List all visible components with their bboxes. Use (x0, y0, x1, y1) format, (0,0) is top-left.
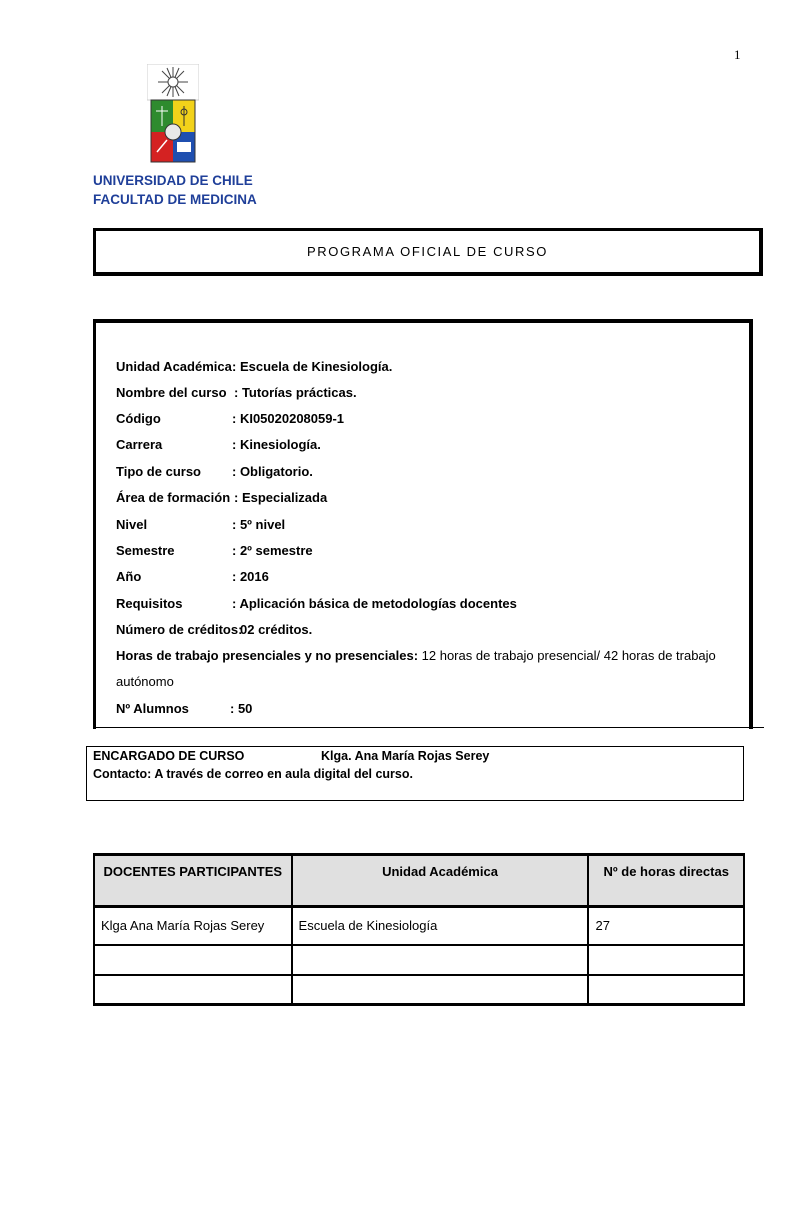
encargado-name: Klga. Ana María Rojas Serey (321, 749, 490, 763)
info-label: Nº Alumnos (116, 701, 189, 716)
course-info-box (93, 319, 753, 729)
cell-docente: Klga Ana María Rojas Serey (94, 907, 292, 945)
info-label: Año (116, 569, 142, 584)
info-label: Requisitos (116, 596, 183, 611)
institution-name (93, 172, 257, 209)
university-name: UNIVERSIDAD DE CHILE (93, 173, 253, 188)
col-header-horas: Nº de horas directas (588, 855, 744, 907)
info-value: : Obligatorio. (232, 464, 313, 479)
info-value: : 50 (230, 701, 253, 716)
faculty-name: FACULTAD DE MEDICINA (93, 191, 257, 207)
encargado-contacto: Contacto: A través de correo en aula digital del curso. (93, 767, 413, 781)
university-crest-icon (147, 64, 199, 164)
encargado-box (86, 746, 744, 801)
cell-docente (94, 945, 292, 975)
info-label: Semestre (116, 543, 175, 558)
cell-horas: 27 (588, 907, 744, 945)
cell-unidad: Escuela de Kinesiología (292, 907, 589, 945)
encargado-row (93, 749, 490, 763)
info-label: Código (116, 411, 161, 426)
info-label: Unidad Académica (116, 359, 232, 374)
info-value: : 2016 (232, 569, 269, 584)
cell-horas (588, 945, 744, 975)
table-row (94, 907, 744, 945)
info-label: Tipo de curso (116, 464, 201, 479)
info-value: : KI05020208059-1 (232, 411, 345, 426)
info-label: Nivel (116, 517, 148, 532)
info-value: : Escuela de Kinesiología. (232, 359, 393, 374)
info-box-bottom-rule (93, 727, 764, 728)
col-header-docentes: DOCENTES PARTICIPANTES (94, 855, 292, 907)
info-value: : 2º semestre (232, 543, 313, 558)
docentes-table (93, 853, 745, 1006)
cell-horas (588, 975, 744, 1005)
info-label: Número de créditos: (116, 622, 243, 637)
info-value: : Especializada (234, 490, 328, 505)
col-header-unidad: Unidad Académica (292, 855, 589, 907)
page-number: 1 (734, 47, 741, 62)
info-value: : Kinesiología. (232, 437, 321, 452)
table-row (94, 975, 744, 1005)
table-header-row (94, 855, 744, 907)
info-label: Horas de trabajo presenciales y no presenciales: (116, 648, 419, 663)
table-row (94, 945, 744, 975)
document-title-box (93, 228, 763, 276)
info-value: : Tutorías prácticas. (234, 385, 357, 400)
info-value: 02 créditos. (240, 622, 313, 637)
info-label: Nombre del curso (116, 385, 227, 400)
info-label: Carrera (116, 437, 163, 452)
info-horas (116, 643, 736, 695)
info-value: : Aplicación básica de metodologías docentes (232, 596, 517, 611)
cell-docente (94, 975, 292, 1005)
info-label: Área de formación (116, 490, 231, 505)
cell-unidad (292, 945, 589, 975)
document-title: PROGRAMA OFICIAL DE CURSO (306, 244, 549, 259)
info-value: : 5º nivel (232, 517, 286, 532)
encargado-label: ENCARGADO DE CURSO (93, 749, 245, 763)
info-value: 12 horas de trabajo presencial/ 42 horas de trabajo autónomo (116, 648, 716, 689)
cell-unidad (292, 975, 589, 1005)
